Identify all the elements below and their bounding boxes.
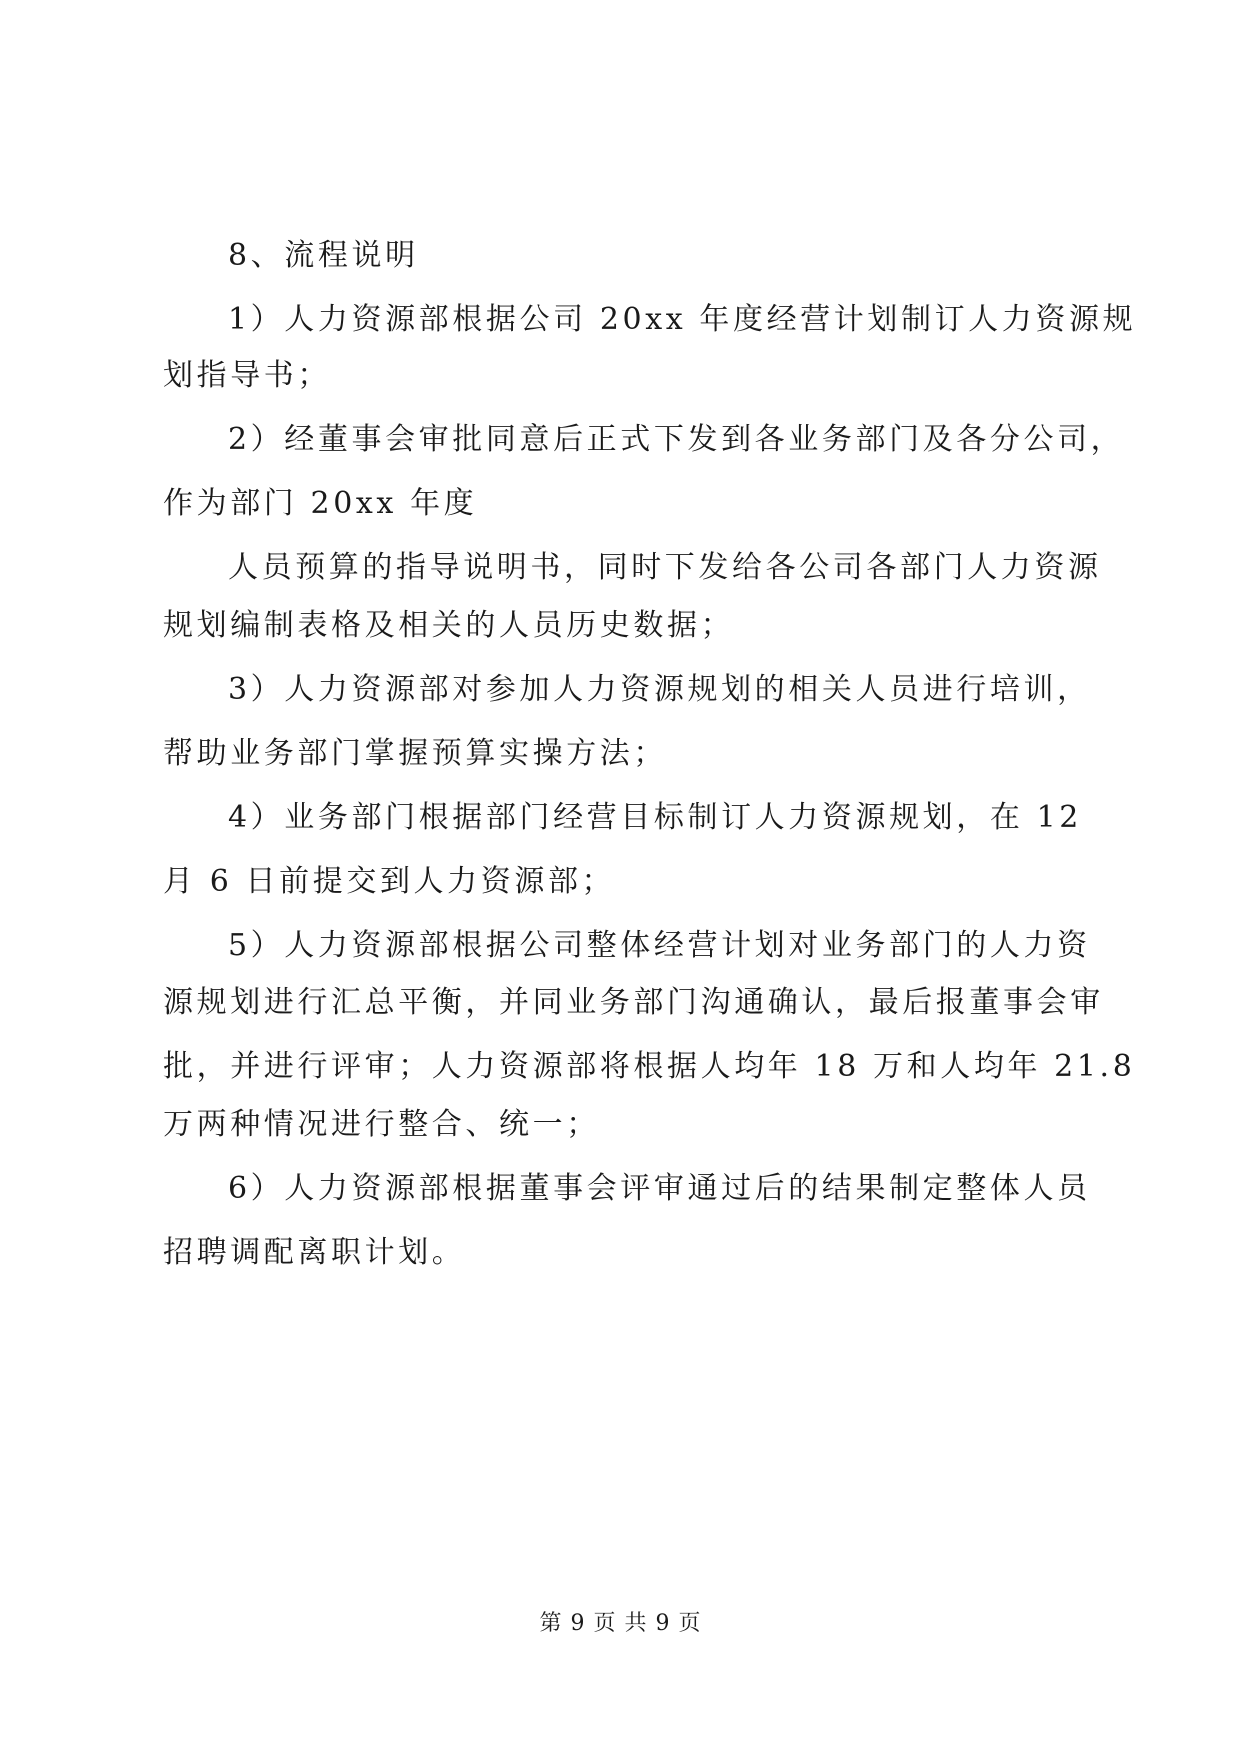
paragraph-line: 万两种情况进行整合、统一；: [163, 1107, 600, 1142]
paragraph-line: 作为部门 20xx 年度: [163, 486, 478, 521]
paragraph-line: 1）人力资源部根据公司 20xx 年度经营计划制订人力资源规: [228, 302, 1137, 337]
paragraph-line: 月 6 日前提交到人力资源部；: [163, 864, 616, 899]
paragraph-line: 2）经董事会审批同意后正式下发到各业务部门及各分公司，: [228, 422, 1125, 457]
section-heading: 8、流程说明: [228, 238, 419, 273]
paragraph-line: 4）业务部门根据部门经营目标制订人力资源规划，在 12: [228, 800, 1082, 835]
paragraph-line: 5）人力资源部根据公司整体经营计划对业务部门的人力资: [228, 928, 1091, 963]
page-footer: 第 9 页 共 9 页: [539, 1611, 702, 1636]
paragraph-line: 人员预算的指导说明书，同时下发给各公司各部门人力资源: [228, 550, 1102, 585]
paragraph-line: 招聘调配离职计划。: [163, 1235, 466, 1270]
paragraph-line: 规划编制表格及相关的人员历史数据；: [163, 608, 735, 643]
paragraph-line: 批，并进行评审；人力资源部将根据人均年 18 万和人均年 21.8: [163, 1049, 1136, 1084]
paragraph-line: 6）人力资源部根据董事会评审通过后的结果制定整体人员: [228, 1171, 1091, 1206]
paragraph-line: 源规划进行汇总平衡，并同业务部门沟通确认，最后报董事会审: [163, 985, 1104, 1020]
paragraph-line: 帮助业务部门掌握预算实操方法；: [163, 736, 667, 771]
paragraph-line: 3）人力资源部对参加人力资源规划的相关人员进行培训，: [228, 672, 1091, 707]
paragraph-line: 划指导书；: [163, 358, 331, 393]
